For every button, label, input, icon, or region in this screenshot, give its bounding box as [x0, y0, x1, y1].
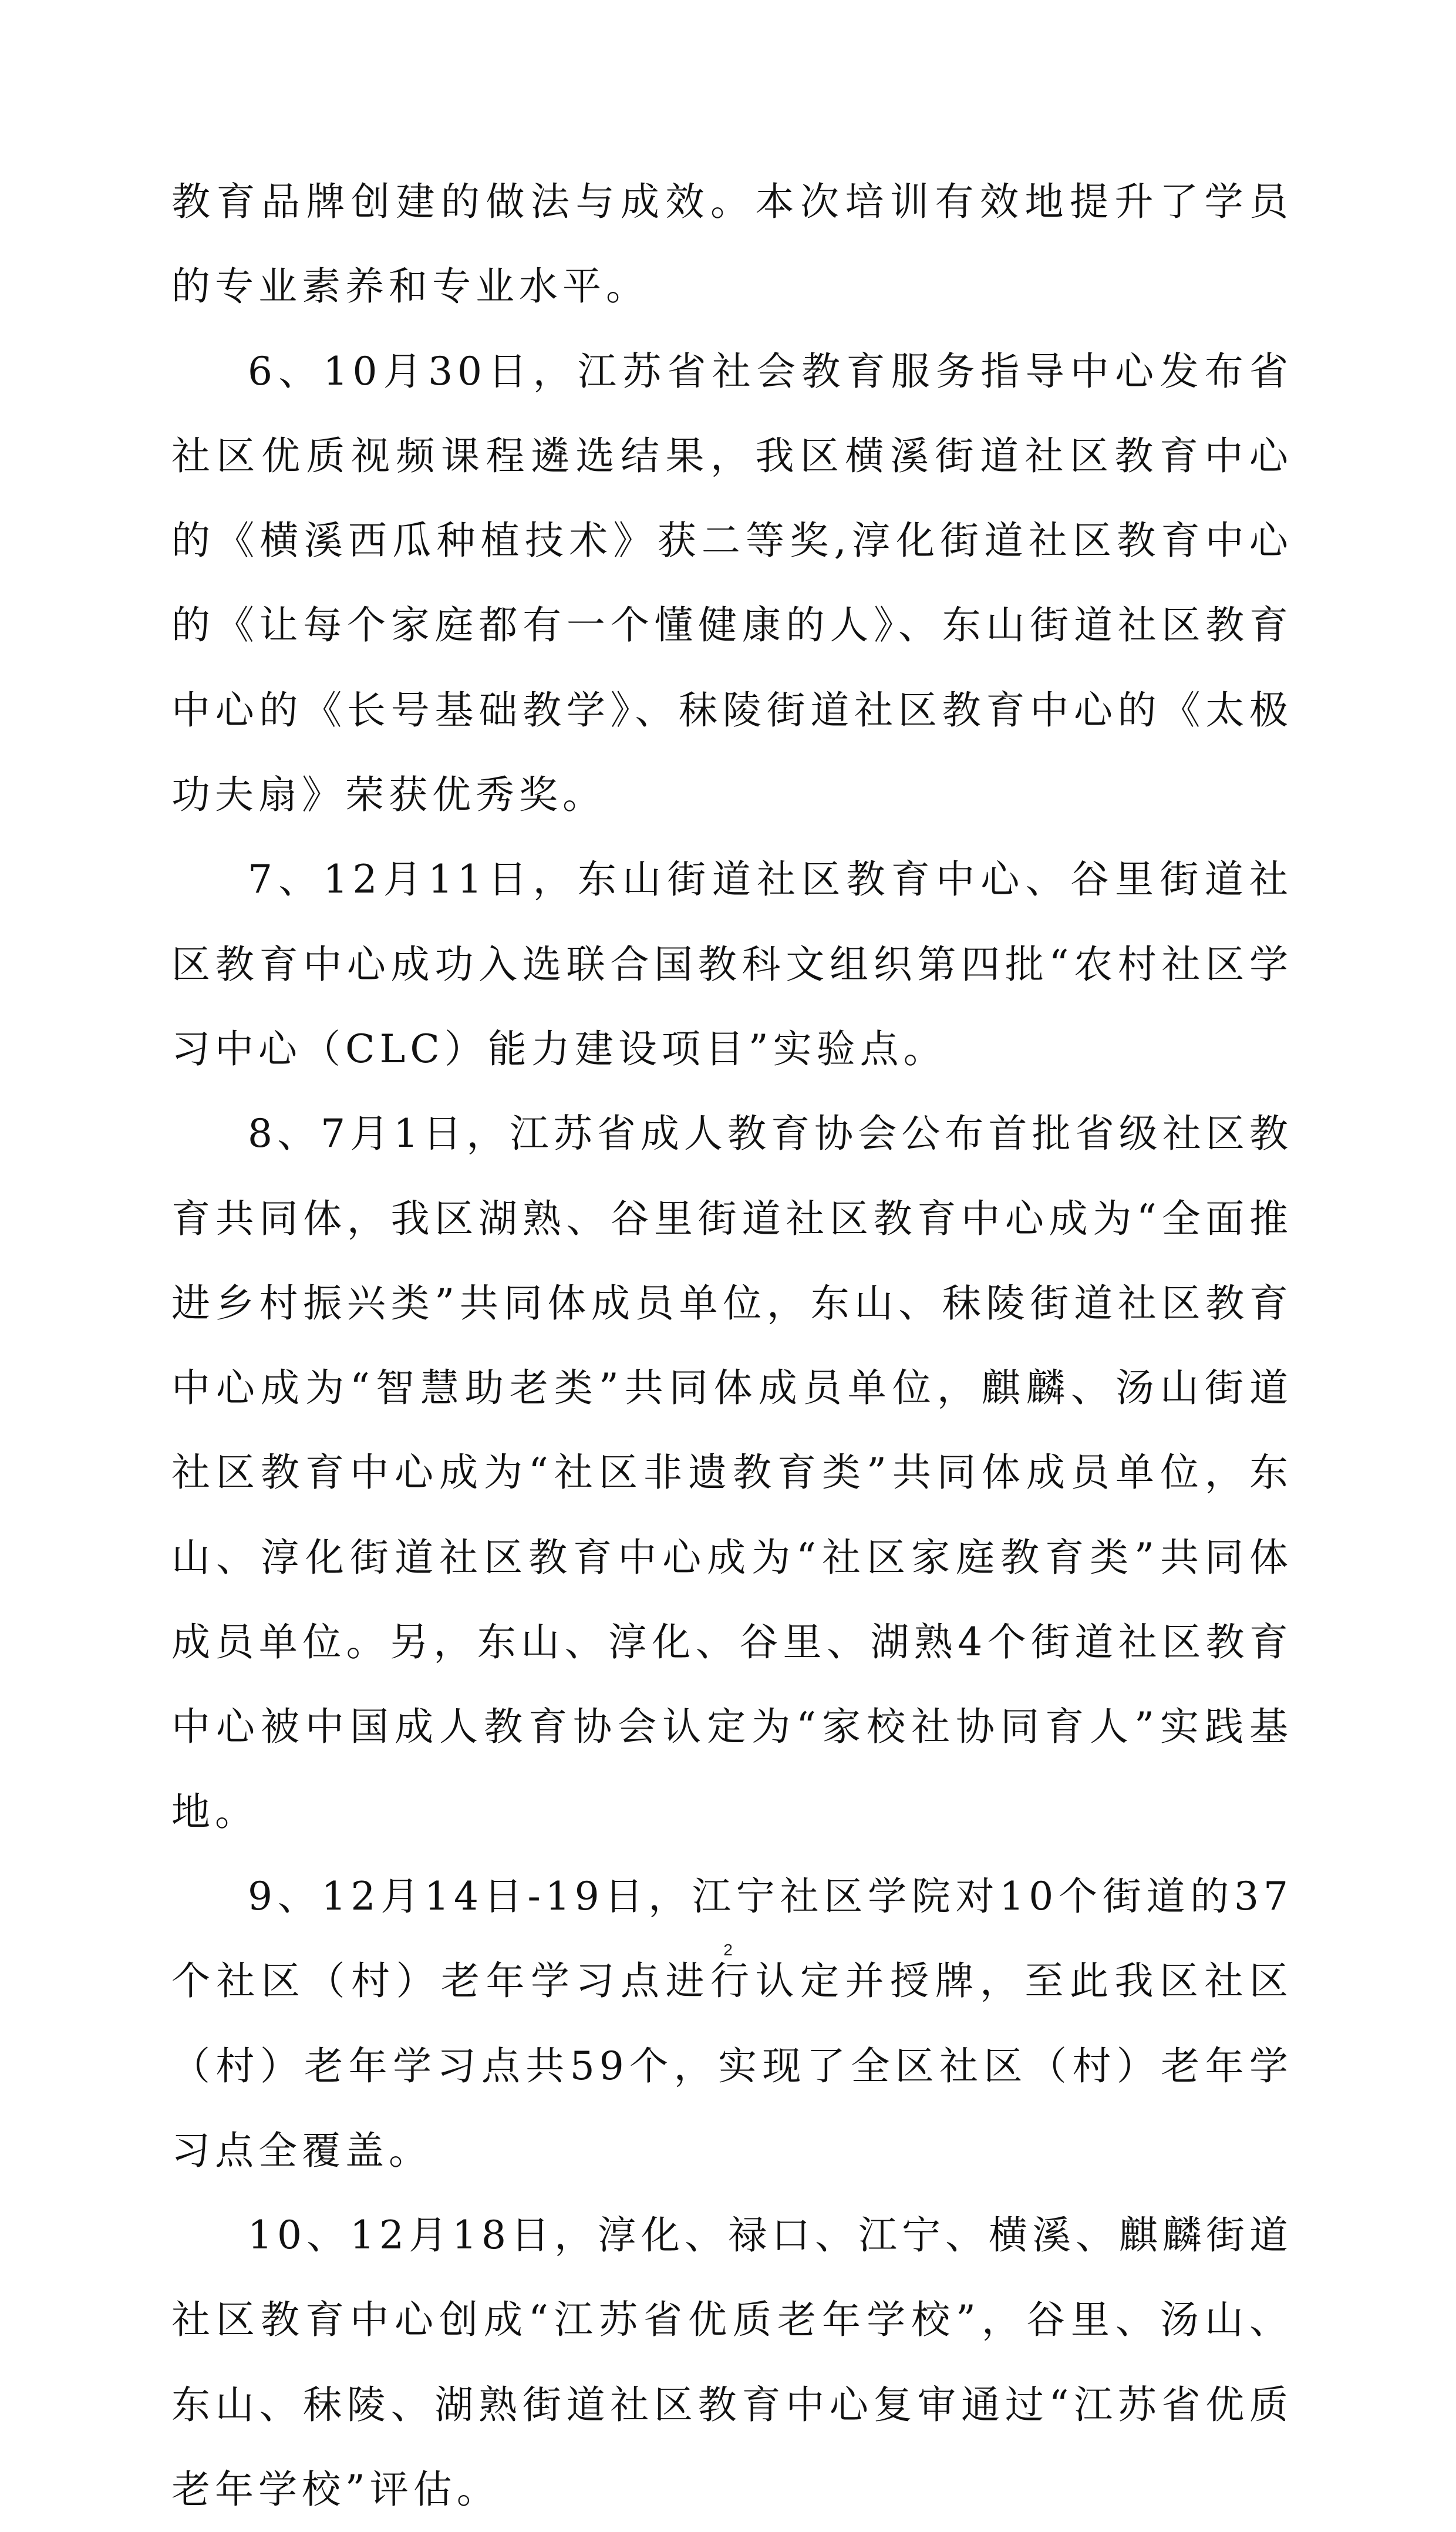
paragraph-item-7: 7、12月11日，东山街道社区教育中心、谷里街道社区教育中心成功入选联合国教科文组织第四批“农村社区学习中心（CLC）能力建设项目”实验点。: [171, 857, 1293, 1072]
paragraph-item-9: 9、12月14日-19日，江宁社区学院对10个街道的37个社区（村）老年学习点进行认定并授牌，至此我区社区（村）老年学习点共59个，实现了全区社区（村）老年学习点全覆盖。: [171, 1873, 1293, 2173]
paragraph-item-10: 10、12月18日，淳化、禄口、江宁、横溪、麒麟街道社区教育中心创成“江苏省优质老年学校”，谷里、汤山、东山、秣陵、湖熟街道社区教育中心复审通过“江苏省优质老年学校”评估。: [171, 2213, 1293, 2513]
paragraph-item-8: 8、7月1日，江苏省成人教育协会公布首批省级社区教育共同体，我区湖熟、谷里街道社区教育中心成为“全面推进乡村振兴类”共同体成员单位，东山、秣陵街道社区教育中心成为“智慧助老类”共同体成员单位，麒麟、汤山街道社区教育中心成为“社区非遗教育类”共同体成员单位，东山、淳化街道社区教育中心成为“社区家庭教育类”共同体成员单位。另，东山、淳化、谷里、湖熟4个街道社区教育中心被中国成人教育协会认定为“家校社协同育人”实践基地。: [171, 1111, 1293, 1834]
paragraph-continuation: 教育品牌创建的做法与成效。本次培训有效地提升了学员的专业素养和专业水平。: [171, 179, 1293, 309]
document-body: [171, 160, 1293, 2532]
paragraph-item-6: 6、10月30日，江苏省社会教育服务指导中心发布省社区优质视频课程遴选结果，我区横溪街道社区教育中心的《横溪西瓜种植技术》获二等奖,淳化街道社区教育中心的《让每个家庭都有一个懂健康的人》、东山街道社区教育中心的《长号基础教学》、秣陵街道社区教育中心的《太极功夫扇》荣获优秀奖。: [171, 348, 1293, 818]
page-number: 2: [723, 1941, 733, 1959]
